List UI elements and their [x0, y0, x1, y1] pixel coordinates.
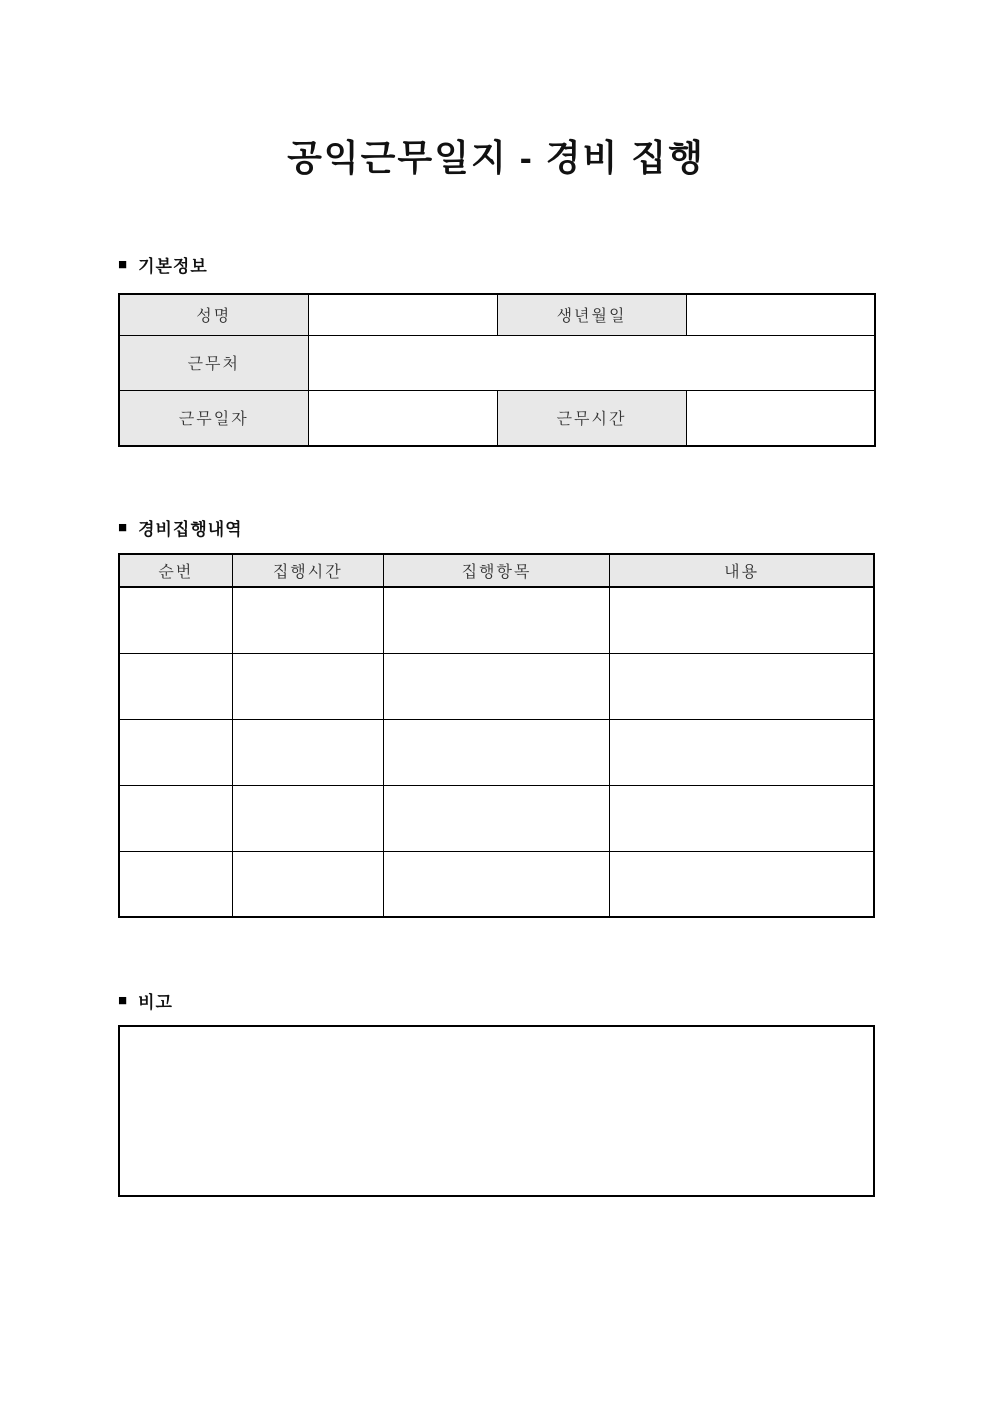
cell-seq[interactable] — [119, 851, 232, 917]
work-date-label-cell: 근무일자 — [119, 390, 308, 446]
cell-exec-time[interactable] — [232, 719, 383, 785]
basic-info-table — [118, 293, 876, 447]
name-value-cell[interactable] — [308, 294, 497, 335]
basic-info-row-3 — [119, 390, 875, 446]
work-time-label-cell: 근무시간 — [497, 390, 686, 446]
square-bullet-icon: ■ — [118, 519, 129, 536]
cell-exec-item[interactable] — [383, 719, 610, 785]
work-time-value-cell[interactable] — [686, 390, 875, 446]
expense-header-row — [119, 554, 874, 587]
square-bullet-icon: ■ — [118, 992, 129, 1009]
section-heading-remarks-label: 비고 — [138, 993, 173, 1012]
col-header-seq: 순번 — [119, 554, 232, 587]
cell-content[interactable] — [610, 587, 874, 653]
cell-exec-time[interactable] — [232, 851, 383, 917]
basic-info-row-1 — [119, 294, 875, 335]
basic-info-row-2 — [119, 335, 875, 390]
expense-row — [119, 653, 874, 719]
section-heading-basic-info — [118, 252, 208, 277]
cell-exec-item[interactable] — [383, 851, 610, 917]
cell-exec-time[interactable] — [232, 587, 383, 653]
birth-date-value-cell[interactable] — [686, 294, 875, 335]
col-header-content: 내용 — [610, 554, 874, 587]
expense-row — [119, 785, 874, 851]
section-heading-remarks — [118, 988, 173, 1013]
birth-date-label-cell: 생년월일 — [497, 294, 686, 335]
cell-seq[interactable] — [119, 653, 232, 719]
cell-content[interactable] — [610, 719, 874, 785]
cell-exec-time[interactable] — [232, 785, 383, 851]
cell-seq[interactable] — [119, 719, 232, 785]
square-bullet-icon: ■ — [118, 256, 129, 273]
workplace-label-cell: 근무처 — [119, 335, 308, 390]
cell-seq[interactable] — [119, 785, 232, 851]
cell-content[interactable] — [610, 785, 874, 851]
cell-exec-item[interactable] — [383, 653, 610, 719]
remarks-box[interactable] — [118, 1025, 875, 1197]
expense-table — [118, 553, 875, 918]
name-label-cell: 성명 — [119, 294, 308, 335]
cell-exec-time[interactable] — [232, 653, 383, 719]
page-title: 공익근무일지 - 경비 집행 — [287, 137, 705, 178]
expense-row — [119, 851, 874, 917]
work-date-value-cell[interactable] — [308, 390, 497, 446]
cell-exec-item[interactable] — [383, 587, 610, 653]
cell-exec-item[interactable] — [383, 785, 610, 851]
cell-content[interactable] — [610, 851, 874, 917]
workplace-value-cell[interactable] — [308, 335, 875, 390]
col-header-exec-item: 집행항목 — [383, 554, 610, 587]
expense-row — [119, 719, 874, 785]
cell-content[interactable] — [610, 653, 874, 719]
section-heading-expense — [118, 515, 243, 540]
expense-row — [119, 587, 874, 653]
section-heading-expense-label: 경비집행내역 — [138, 520, 243, 539]
cell-seq[interactable] — [119, 587, 232, 653]
section-heading-basic-info-label: 기본정보 — [138, 257, 208, 276]
col-header-exec-time: 집행시간 — [232, 554, 383, 587]
